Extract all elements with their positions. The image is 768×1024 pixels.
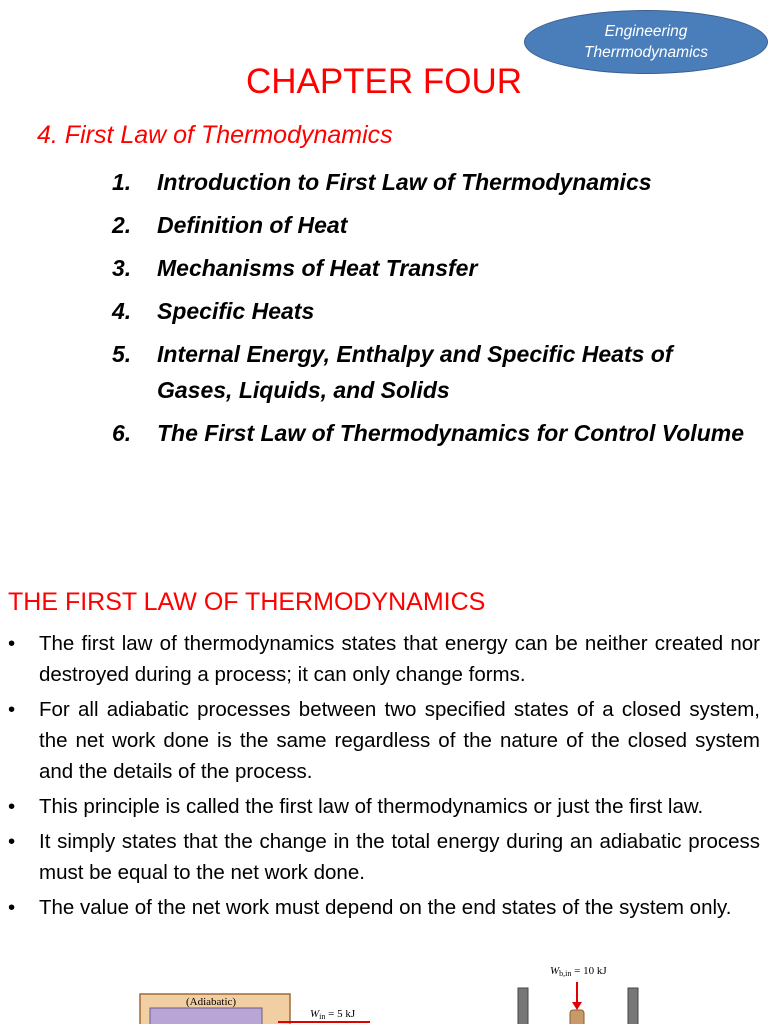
topic-number: 5. [112,341,132,367]
bullet-icon: • [8,632,16,655]
bullet-text: This principle is called the first law of thermodynamics or just the first law. [39,795,704,818]
badge-line2: Therrmodynamics [583,44,709,61]
work-in-arrow [278,1008,370,1022]
adiabatic-label: (Adiabatic) [186,996,237,1008]
topic-text: Specific Heats [157,298,315,324]
topic-item [112,415,752,451]
topic-number: 3. [112,255,132,281]
topic-text: Mechanisms of Heat Transfer [157,255,478,281]
topic-item [112,293,752,329]
bullet-item [6,694,760,787]
svg-text:Wb,in = 10 kJ [550,965,607,978]
bullet-list [6,628,760,927]
bullet-text: The value of the net work must depend on the end states of the system only. [39,896,732,919]
win-label: W [310,1008,320,1020]
topic-item [112,336,752,408]
bullet-item [6,628,760,690]
bullet-text: For all adiabatic processes between two specified states of a closed system, the net work done is the same regardless of the nature of the closed system and the details of the process. [39,698,760,783]
svg-text:Win = 5 kJ [310,1008,356,1021]
win-value: = 5 kJ [325,1008,356,1020]
chapter-title: CHAPTER FOUR [245,62,523,101]
topic-text: Definition of Heat [157,212,348,238]
adiabatic-box [140,994,290,1024]
section-heading: 4. First Law of Thermodynamics [37,121,393,149]
slide-heading: THE FIRST LAW OF THERMODYNAMICS [8,588,486,616]
topic-text: The First Law of Thermodynamics for Control Volume [157,420,744,446]
topic-text: Internal Energy, Enthalpy and Specific Heats of Gases, Liquids, and Solids [157,341,673,403]
wb-value: = 10 kJ [571,965,607,977]
adiabatic-work-figure [0,958,768,1024]
bullet-item [6,791,760,822]
topic-number: 4. [112,298,132,324]
topic-item [112,207,752,243]
topics-list [112,164,752,458]
bullet-item [6,826,760,888]
bullet-icon: • [8,896,16,919]
topic-item [112,250,752,286]
topic-number: 2. [112,212,132,238]
topic-item [112,164,752,200]
badge-line1: Engineering [604,23,688,40]
wb-sub: b,in [559,969,572,978]
piston-cylinder [518,965,638,1024]
bullet-text: It simply states that the change in the total energy during an adiabatic process must be equal to the net work done. [39,830,760,884]
win-sub: in [319,1012,326,1021]
bullet-icon: • [8,698,16,721]
wb-label: W [550,965,560,977]
topic-number: 6. [112,420,132,446]
topic-number: 1. [112,169,132,195]
bullet-item [6,892,760,923]
bullet-icon: • [8,830,16,853]
bullet-icon: • [8,795,16,818]
bullet-text: The first law of thermodynamics states that energy can be neither created nor destroyed during a process; it can only change forms. [39,632,760,686]
topic-text: Introduction to First Law of Thermodynamics [157,169,652,195]
